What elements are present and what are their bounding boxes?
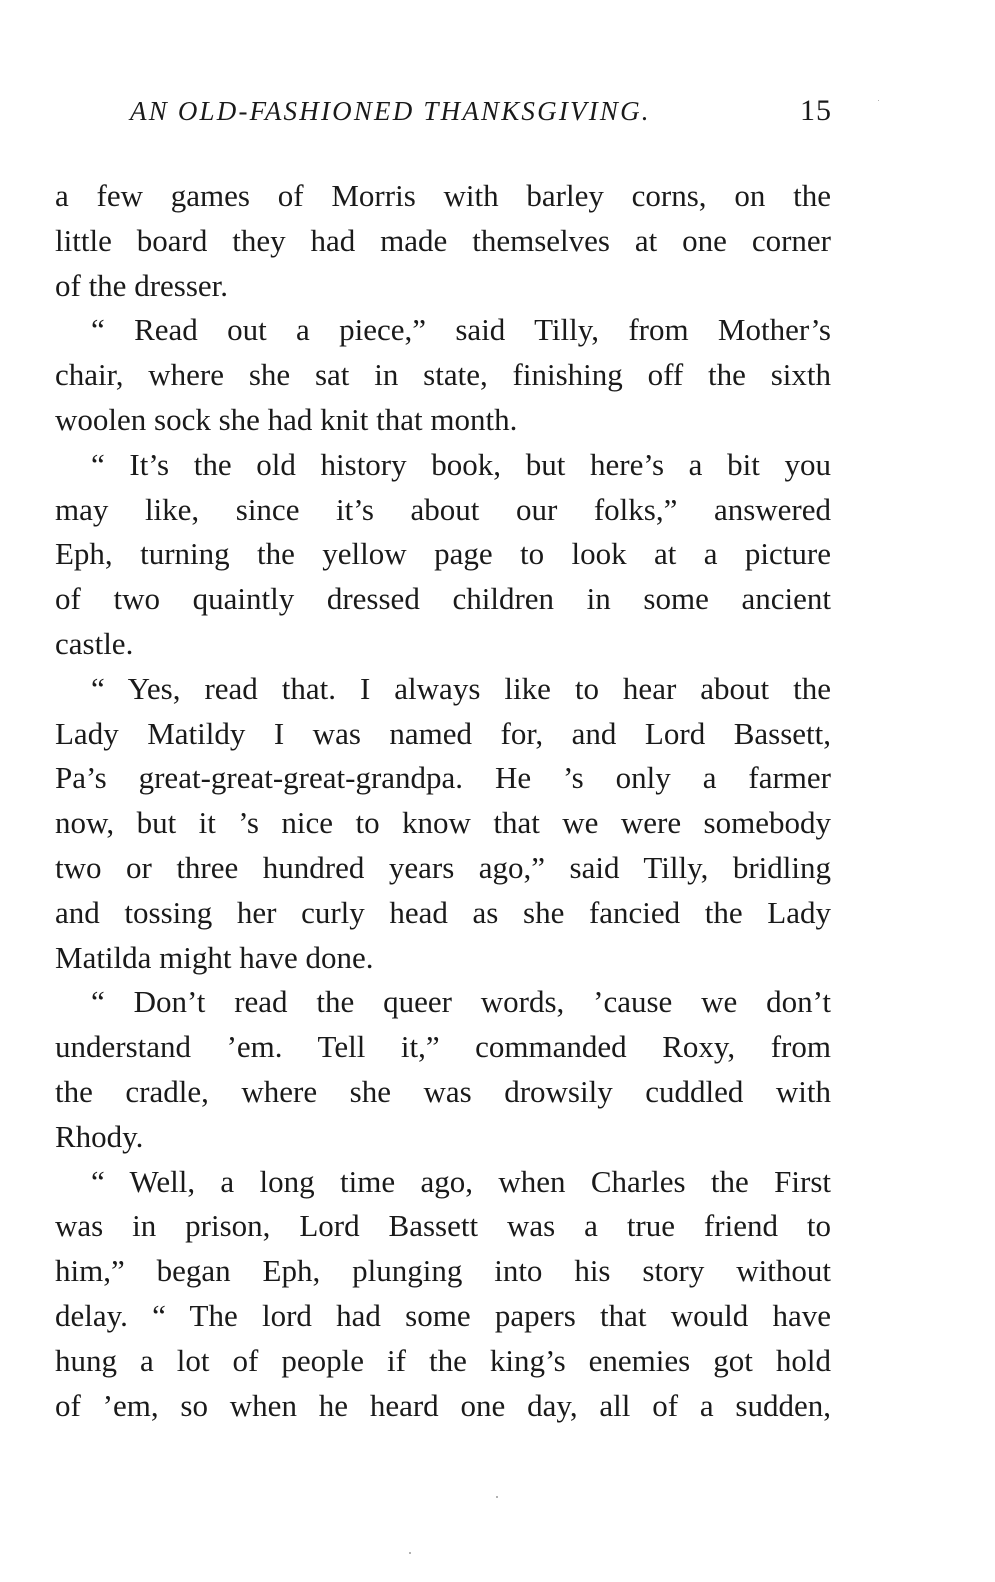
text-line: a few games of Morris with barley corns, on the: [55, 178, 831, 213]
text-line: was in prison, Lord Bassett was a true friend to: [55, 1208, 831, 1244]
text-line: little board they had made themselves at one corner: [55, 222, 831, 258]
text-line: of two quaintly dressed children in some ancient: [55, 581, 831, 617]
text-line: Rhody.: [55, 1118, 144, 1154]
text-line: Eph, turning the yellow page to look at a picture: [55, 536, 831, 572]
text-line: “ Read out a piece,” said Tilly, from Mother’s: [91, 312, 831, 348]
text-line: Matilda might have done.: [55, 939, 374, 975]
text-line: may like, since it’s about our folks,” answered: [55, 491, 831, 527]
paper-speck: [409, 1552, 411, 1554]
body-text: [55, 174, 831, 1428]
text-line: delay. “ The lord had some papers that would have: [55, 1297, 831, 1333]
text-line: woolen sock she had knit that month.: [55, 401, 518, 437]
text-line: hung a lot of people if the king’s enemies got hold: [55, 1342, 831, 1378]
text-line: two or three hundred years ago,” said Tilly, bridling: [55, 849, 831, 885]
text-line: Lady Matildy I was named for, and Lord Bassett,: [55, 715, 831, 751]
text-line: understand ’em. Tell it,” commanded Roxy, from: [55, 1029, 831, 1065]
page-number: 15: [800, 94, 832, 127]
text-line: and tossing her curly head as she fancied the Lady: [55, 894, 831, 930]
text-line: chair, where she sat in state, finishing off the sixth: [55, 357, 831, 393]
text-line: now, but it ’s nice to know that we were somebody: [55, 805, 831, 841]
text-line: of ’em, so when he heard one day, all of a sudden,: [55, 1387, 831, 1423]
text-line: “ Yes, read that. I always like to hear about the: [91, 670, 831, 706]
text-line: of the dresser.: [55, 267, 229, 303]
text-line: castle.: [55, 625, 134, 661]
text-line: “ Well, a long time ago, when Charles the First: [91, 1163, 831, 1199]
text-line: “ Don’t read the queer words, ’cause we don’t: [91, 984, 831, 1020]
running-title: AN OLD-FASHIONED THANKSGIVING.: [130, 96, 651, 126]
paper-speck: [496, 1496, 498, 1498]
text-line: the cradle, where she was drowsily cuddled with: [55, 1073, 831, 1109]
text-line: “ It’s the old history book, but here’s a bit you: [91, 446, 831, 482]
text-line: Pa’s great-great-great-grandpa. He ’s only a farmer: [55, 760, 831, 796]
running-head: [130, 96, 832, 136]
paper-speck: [878, 100, 879, 101]
text-line: him,” began Eph, plunging into his story without: [55, 1253, 831, 1289]
